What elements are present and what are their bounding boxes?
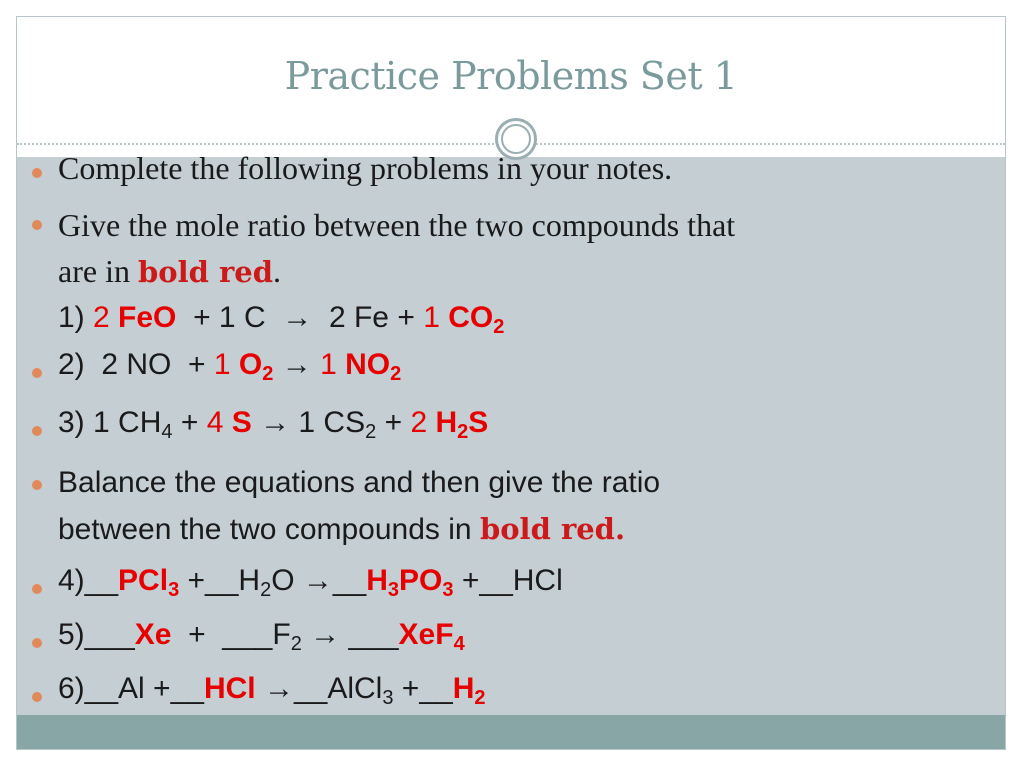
text-segment: 6)__Al +__: [58, 672, 204, 705]
subscript: 4: [453, 633, 465, 655]
bullet-dot-icon: [32, 692, 42, 702]
formula-main: XeF: [398, 618, 454, 651]
coefficient: 4: [206, 406, 224, 439]
text-segment: 1 CS: [290, 406, 366, 439]
compound: [345, 348, 402, 385]
coefficient: 1: [213, 348, 231, 381]
compound: [366, 564, 454, 601]
formula-main: PCl: [118, 564, 169, 597]
text-segment: +__HCl: [453, 564, 563, 597]
equation-2: [58, 348, 402, 385]
text-segment: + ___F: [171, 618, 291, 651]
bullet-dot-icon: [32, 426, 42, 436]
compound: HCl: [203, 672, 256, 705]
formula-main: PO: [399, 564, 443, 597]
compound: FeO: [118, 301, 177, 334]
subscript: 3: [168, 579, 180, 601]
text-segment: 5)___: [58, 618, 135, 651]
subscript: 2: [474, 687, 486, 709]
text-segment: +: [376, 406, 411, 439]
compound: [398, 618, 465, 655]
compound: [452, 672, 486, 709]
arrow-icon: →: [302, 564, 333, 597]
formula-main: O: [238, 348, 263, 381]
bullet-line: [58, 506, 660, 553]
subscript: 2: [390, 363, 402, 385]
equation-5: [58, 618, 465, 655]
bottom-bar: [17, 715, 1005, 750]
text-segment: 4)__: [58, 564, 119, 597]
subscript: 2: [290, 633, 302, 655]
bold-red-text: bold red.: [479, 512, 626, 546]
bullet-dot-icon: [32, 584, 42, 594]
equation-1: [58, 295, 735, 341]
bold-red-text: bold red: [137, 255, 273, 289]
bullet-text: [58, 460, 660, 553]
compound: [118, 564, 180, 601]
compound: [435, 406, 489, 443]
text-segment: O: [271, 564, 303, 597]
subscript: 2: [493, 316, 505, 338]
arrow-icon: →: [263, 672, 294, 705]
subscript: 2: [260, 579, 272, 601]
text-segment: are in: [58, 253, 138, 289]
subscript: 2: [457, 421, 469, 443]
arrow-icon: →: [260, 406, 291, 439]
text-segment: 2) 2 NO +: [58, 348, 214, 381]
text-segment: +__H: [179, 564, 261, 597]
formula-main: H: [366, 564, 388, 597]
text-segment: __: [332, 564, 367, 597]
compound: S: [231, 406, 252, 439]
bullet-line: Balance the equations and then give the ratio: [58, 466, 661, 499]
coefficient: 2: [410, 406, 428, 439]
subscript: 2: [365, 421, 377, 443]
text-segment: 3) 1 CH: [58, 406, 162, 439]
arrow-icon: →: [282, 301, 313, 334]
text-segment: +__: [393, 672, 453, 705]
subscript: 2: [262, 363, 274, 385]
coefficient: 1: [423, 301, 440, 334]
bullet-text: [58, 202, 735, 341]
arrow-icon: →: [281, 348, 312, 381]
equation-3: [58, 406, 489, 443]
subscript: 3: [442, 579, 454, 601]
equation-6: [58, 672, 486, 709]
bullet-dot-icon: [32, 220, 42, 230]
bullet-dot-icon: [32, 168, 42, 178]
formula-main: CO: [448, 301, 494, 334]
equation-4: [58, 564, 563, 601]
compound: [448, 301, 505, 338]
coefficient: 2: [93, 301, 110, 334]
bullet-line: [58, 248, 735, 295]
bullet-line: Give the mole ratio between the two compounds that: [58, 207, 736, 243]
formula-main: H: [435, 406, 458, 439]
bullet-dot-icon: [32, 480, 42, 490]
text-segment: ___: [340, 618, 399, 651]
text-segment: .: [272, 253, 281, 289]
text-segment: 2 Fe +: [312, 301, 424, 334]
coefficient: 1: [320, 348, 337, 381]
compound: [238, 348, 274, 385]
bullet-text: Complete the following problems in your notes.: [58, 150, 673, 186]
slide-title: Practice Problems Set 1: [284, 54, 738, 98]
text-segment: __AlCl: [293, 672, 383, 705]
text-segment: + 1 C: [176, 301, 283, 334]
label: 1): [58, 301, 94, 334]
subscript: 4: [161, 421, 173, 443]
arrow-icon: →: [310, 618, 341, 651]
formula-main: NO: [345, 348, 391, 381]
bullet-dot-icon: [32, 368, 42, 378]
subscript: 3: [387, 579, 400, 601]
subscript: 3: [382, 687, 394, 709]
text-segment: between the two compounds in: [58, 513, 480, 546]
compound: Xe: [134, 618, 172, 651]
formula-main: H: [452, 672, 475, 705]
text-segment: +: [172, 406, 207, 439]
formula-main: S: [468, 406, 489, 439]
bullet-dot-icon: [32, 638, 42, 648]
